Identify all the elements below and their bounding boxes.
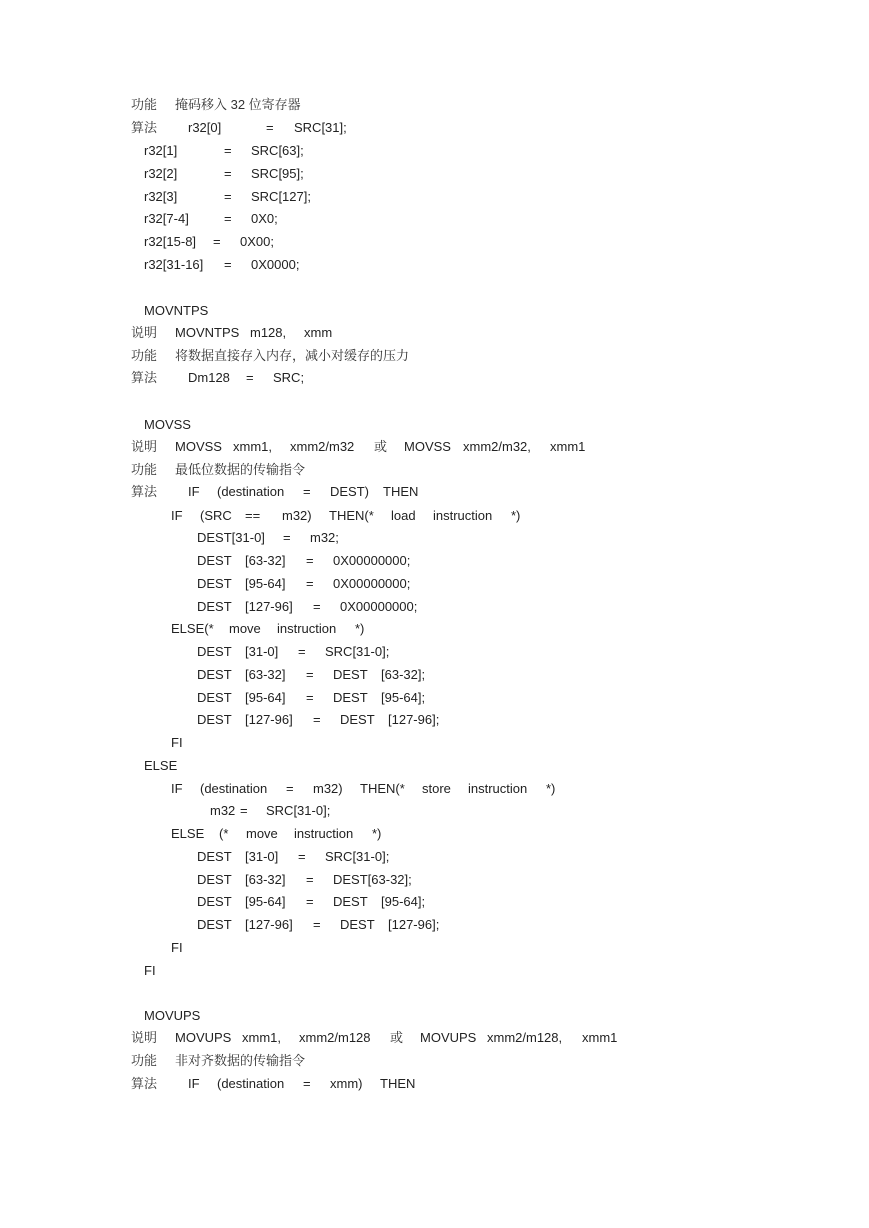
text-token: move	[229, 621, 261, 636]
text-token: (*	[219, 826, 229, 841]
text-token: [63-32];	[381, 667, 426, 682]
text-token: [95-64];	[381, 894, 426, 909]
text-token: [95-64]	[245, 576, 286, 591]
text-token: =	[266, 120, 274, 135]
text-token: 算法	[131, 120, 158, 135]
text-token: MOVNTPS	[175, 325, 240, 340]
text-token: IF	[171, 781, 183, 796]
text-token: xmm2/m128	[299, 1030, 371, 1045]
text-token: instruction	[294, 826, 354, 841]
text-token: THEN(*	[360, 781, 405, 796]
text-token: MOVUPS	[144, 1008, 201, 1023]
text-token: [63-32]	[245, 553, 286, 568]
text-token: r32[15-8]	[144, 234, 197, 249]
text-token: DEST[31-0]	[197, 530, 265, 545]
text-token: 最低位数据的传输指令	[175, 462, 306, 477]
text-token: DEST	[197, 690, 232, 705]
text-token: 非对齐数据的传输指令	[175, 1053, 306, 1068]
text-token: store	[422, 781, 451, 796]
text-token: 0X00000000;	[333, 553, 411, 568]
text-token: DEST[63-32];	[333, 872, 412, 887]
text-token: r32[7-4]	[144, 211, 189, 226]
text-token: =	[298, 849, 306, 864]
text-token: ELSE(*	[171, 621, 214, 636]
text-token: IF	[188, 1076, 200, 1091]
text-token: DEST	[197, 667, 232, 682]
text-token: instruction	[468, 781, 528, 796]
text-token: =	[313, 599, 321, 614]
text-token: DEST	[197, 599, 232, 614]
text-token: *)	[511, 508, 521, 523]
text-token: MOVUPS	[420, 1030, 477, 1045]
text-token: 功能	[131, 97, 158, 112]
text-token: DEST	[333, 690, 368, 705]
text-token: load	[391, 508, 416, 523]
text-token: IF	[171, 508, 183, 523]
text-token: xmm)	[330, 1076, 363, 1091]
text-token: [95-64]	[245, 690, 286, 705]
text-token: [127-96]	[245, 712, 293, 727]
text-token: =	[313, 917, 321, 932]
text-token: =	[303, 1076, 311, 1091]
text-token: DEST	[197, 917, 232, 932]
text-token: move	[246, 826, 278, 841]
text-token: [31-0]	[245, 644, 279, 659]
text-token: 功能	[131, 348, 158, 363]
text-token: 0X00000000;	[340, 599, 418, 614]
text-token: DEST	[197, 553, 232, 568]
text-token: SRC[31-0];	[325, 644, 390, 659]
text-token: 功能	[131, 1053, 158, 1068]
text-token: 0X0;	[251, 211, 278, 226]
text-token: 0X0000;	[251, 257, 300, 272]
text-token: xmm	[304, 325, 333, 340]
text-token: =	[306, 553, 314, 568]
text-token: xmm1,	[242, 1030, 281, 1045]
text-token: [63-32]	[245, 667, 286, 682]
text-token: 说明	[131, 1030, 158, 1045]
text-token: DEST)	[330, 484, 369, 499]
text-token: r32[31-16]	[144, 257, 204, 272]
text-token: DEST	[197, 644, 232, 659]
text-token: [127-96];	[388, 917, 440, 932]
text-token: 说明	[131, 439, 158, 454]
text-token: [127-96]	[245, 917, 293, 932]
text-token: =	[306, 690, 314, 705]
text-token: (destination	[200, 781, 268, 796]
text-token: *)	[546, 781, 556, 796]
text-token: m32	[210, 803, 236, 818]
text-token: 或	[390, 1030, 404, 1045]
text-token: xmm1,	[233, 439, 272, 454]
text-token: =	[224, 166, 232, 181]
text-token: THEN	[380, 1076, 416, 1091]
text-token: [63-32]	[245, 872, 286, 887]
text-token: =	[246, 370, 254, 385]
text-token: (destination	[217, 484, 285, 499]
text-token: =	[283, 530, 291, 545]
text-token: [95-64]	[245, 894, 286, 909]
text-token: SRC[95];	[251, 166, 304, 181]
text-token: m32)	[313, 781, 343, 796]
text-token: DEST	[197, 872, 232, 887]
text-token: SRC[31-0];	[266, 803, 331, 818]
text-token: xmm2/m32,	[463, 439, 531, 454]
text-token: =	[240, 803, 248, 818]
text-token: xmm1	[582, 1030, 618, 1045]
text-token: 算法	[131, 370, 158, 385]
text-token: DEST	[197, 849, 232, 864]
text-token: MOVNTPS	[144, 303, 209, 318]
text-token: 将数据直接存入内存，减小对缓存的压力	[175, 348, 410, 363]
text-token: =	[303, 484, 311, 499]
text-token: m32)	[282, 508, 312, 523]
text-token: =	[224, 211, 232, 226]
text-token: IF	[188, 484, 200, 499]
text-token: 说明	[131, 325, 158, 340]
text-token: =	[224, 189, 232, 204]
text-token: FI	[144, 963, 156, 978]
text-token: 掩码移入 32 位寄存器	[175, 97, 301, 112]
text-token: [95-64];	[381, 690, 426, 705]
text-token: r32[1]	[144, 143, 178, 158]
text-token: r32[3]	[144, 189, 178, 204]
text-token: xmm2/m128,	[487, 1030, 563, 1045]
text-token: FI	[171, 735, 183, 750]
text-token: DEST	[197, 576, 232, 591]
text-token: DEST	[333, 667, 368, 682]
text-token: =	[306, 576, 314, 591]
text-token: MOVSS	[175, 439, 222, 454]
text-token: SRC[31];	[294, 120, 347, 135]
text-token: DEST	[340, 917, 375, 932]
text-token: 0X00000000;	[333, 576, 411, 591]
text-token: (destination	[217, 1076, 285, 1091]
text-token: 算法	[131, 1076, 158, 1091]
text-token: THEN	[383, 484, 419, 499]
text-token: m32;	[310, 530, 339, 545]
text-token: =	[313, 712, 321, 727]
text-token: SRC[63];	[251, 143, 304, 158]
text-token: [127-96]	[245, 599, 293, 614]
text-token: DEST	[197, 712, 232, 727]
text-token: =	[298, 644, 306, 659]
text-token: instruction	[433, 508, 493, 523]
text-token: MOVUPS	[175, 1030, 232, 1045]
text-token: ELSE	[171, 826, 205, 841]
text-token: THEN(*	[329, 508, 374, 523]
text-token: xmm2/m32	[290, 439, 355, 454]
text-token: [31-0]	[245, 849, 279, 864]
text-token: 功能	[131, 462, 158, 477]
text-token: *)	[355, 621, 365, 636]
text-token: 0X00;	[240, 234, 274, 249]
text-token: DEST	[333, 894, 368, 909]
text-token: SRC[31-0];	[325, 849, 390, 864]
text-token: ==	[245, 508, 261, 523]
text-token: r32[0]	[188, 120, 222, 135]
text-token: ELSE	[144, 758, 178, 773]
text-token: instruction	[277, 621, 337, 636]
text-token: MOVSS	[404, 439, 451, 454]
text-token: SRC[127];	[251, 189, 311, 204]
text-token: DEST	[340, 712, 375, 727]
text-token: Dm128	[188, 370, 230, 385]
text-token: 或	[374, 439, 388, 454]
text-token: [127-96];	[388, 712, 440, 727]
text-token: =	[213, 234, 221, 249]
text-token: =	[224, 257, 232, 272]
text-token: FI	[171, 940, 183, 955]
text-token: MOVSS	[144, 417, 191, 432]
text-token: xmm1	[550, 439, 586, 454]
text-token: =	[306, 872, 314, 887]
text-token: m128,	[250, 325, 287, 340]
text-token: =	[224, 143, 232, 158]
text-token: =	[306, 667, 314, 682]
text-token: SRC;	[273, 370, 305, 385]
text-token: =	[306, 894, 314, 909]
text-token: (SRC	[200, 508, 232, 523]
text-token: r32[2]	[144, 166, 178, 181]
text-token: =	[286, 781, 294, 796]
text-token: *)	[372, 826, 382, 841]
text-token: DEST	[197, 894, 232, 909]
text-token: 算法	[131, 484, 158, 499]
